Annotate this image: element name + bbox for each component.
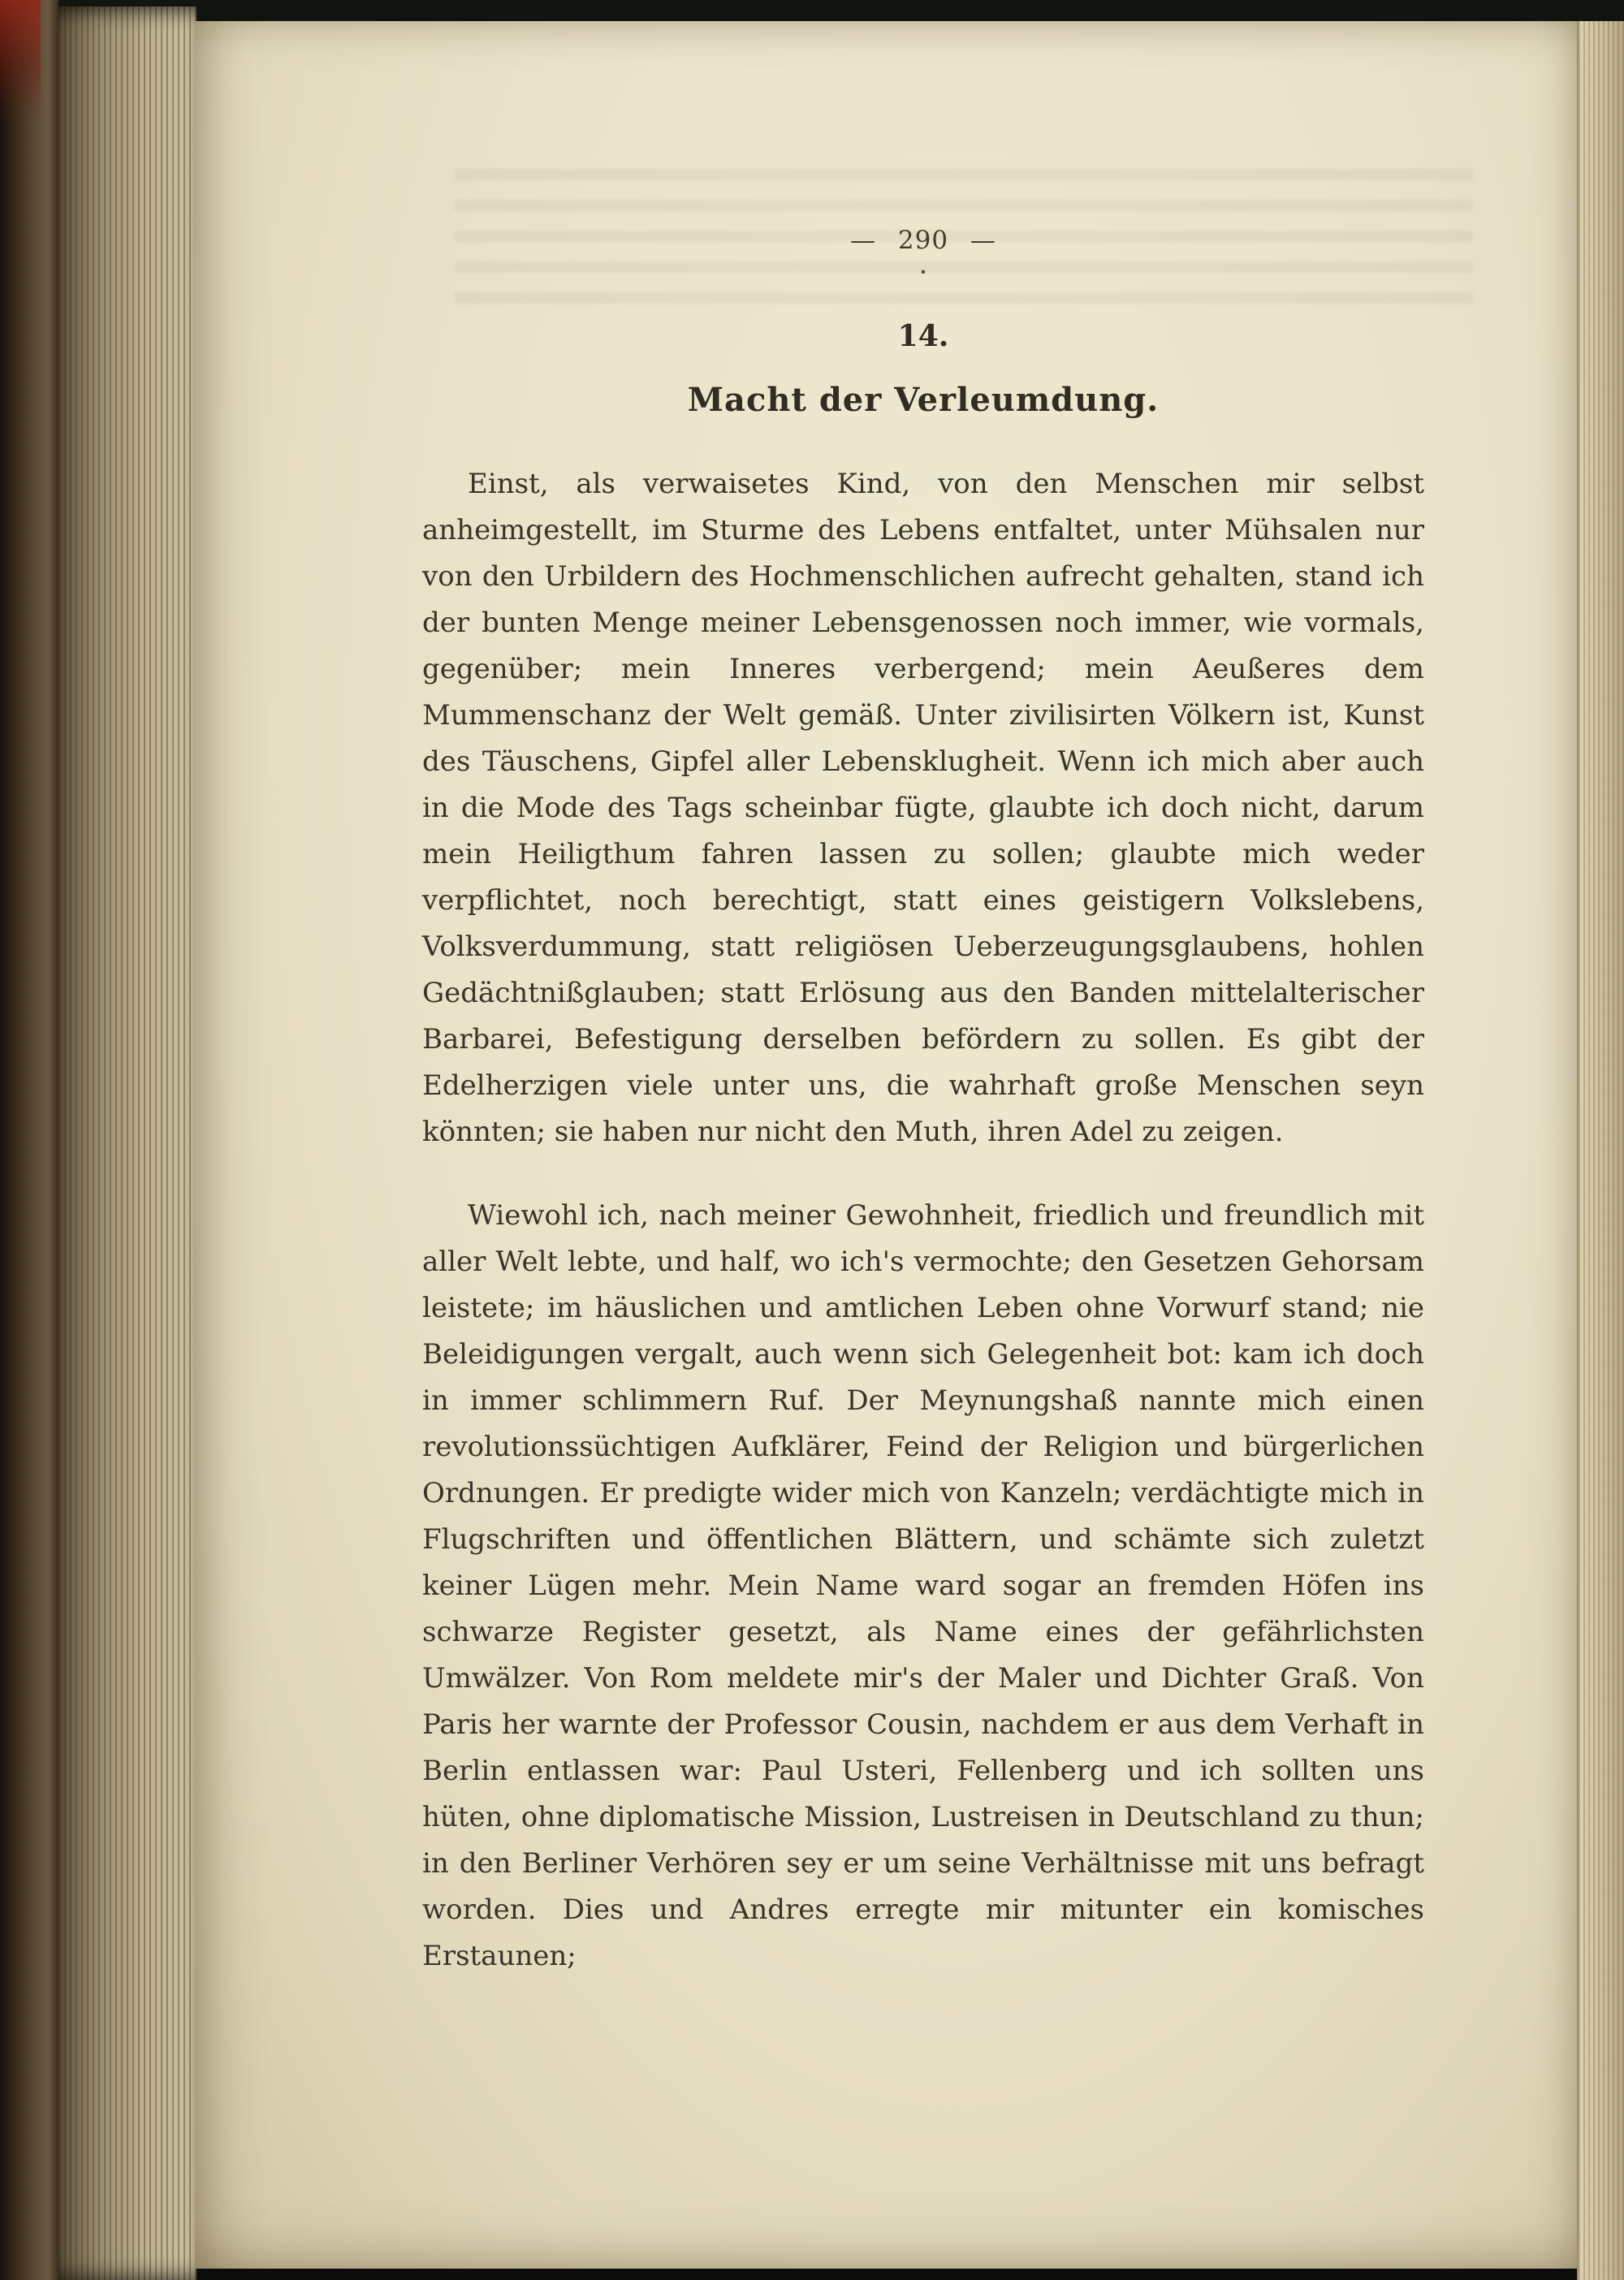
page-edges-right [1577, 21, 1624, 2280]
book-cover-corner [0, 0, 41, 122]
page-number-ornament: • [919, 265, 927, 280]
paragraph-2: Wiewohl ich, nach meiner Gewohnheit, friedlich und freundlich mit aller Welt lebte, und half, wo ich's vermochte; den Gesetzen Gehorsam leistete; im häuslichen und amtlichen Leben ohne Vorwurf stand; nie Beleidigungen vergalt, auch wenn sich Gelegenheit bot: kam ich doch in immer schlimmern Ruf. Der Meynungshaß nannte mich einen revolutionssüchtigen Aufklärer, Feind der Religion und bürgerlichen Ordnungen. Er predigte wider mich von Kanzeln; verdächtigte mich in Flugschriften und öffentlichen Blättern, und schämte sich zuletzt keiner Lügen mehr. Mein Name ward sogar an fremden Höfen ins schwarze Register gesetzt, als Name eines der gefährlichsten Umwälzer. Von Rom meldete mir's der Maler und Dichter Graß. Von Paris her warnte der Professor Cousin, nachdem er aus dem Verhaft in Berlin entlassen war: Paul Usteri, Fellenberg und ich sollten uns hüten, ohne diplomatische Mission, Lustreisen in Deutschland zu thun; in den Berliner Verhören sey er um seine Verhältnisse mit uns befragt worden. Dies und Andres erregte mir mitunter ein komisches Erstaunen; [422, 1199, 1424, 1972]
page-text-block [422, 21, 1424, 1980]
chapter-title: Macht der Verleumdung. [687, 381, 1160, 419]
chapter-number: 14. [897, 319, 949, 353]
page-edges-left [58, 6, 197, 2280]
book-spine [0, 0, 58, 2280]
book-page [195, 21, 1579, 2269]
page-number: — 290 — [850, 226, 996, 255]
paragraph-1: Einst, als verwaisetes Kind, von den Menschen mir selbst anheimgestellt, im Sturme des Lebens entfaltet, unter Mühsalen nur von den Urbildern des Hochmenschlichen aufrecht gehalten, stand ich der bunten Menge meiner Lebensgenossen noch immer, wie vormals, gegenüber; mein Inneres verbergend; mein Aeußeres dem Mummenschanz der Welt gemäß. Unter zivilisirten Völkern ist, Kunst des Täuschens, Gipfel aller Lebensklugheit. Wenn ich mich aber auch in die Mode des Tags scheinbar fügte, glaubte ich doch nicht, darum mein Heiligthum fahren lassen zu sollen; glaubte mich weder verpflichtet, noch berechtigt, statt eines geistigern Volkslebens, Volksverdummung, statt religiösen Ueberzeugungsglaubens, hohlen Gedächtnißglauben; statt Erlösung aus den Banden mittelalterischer Barbarei, Befestigung derselben befördern zu sollen. Es gibt der Edelherzigen viele unter uns, die wahrhaft große Menschen seyn könnten; sie haben nur nicht den Muth, ihren Adel zu zeigen. [422, 468, 1424, 1148]
